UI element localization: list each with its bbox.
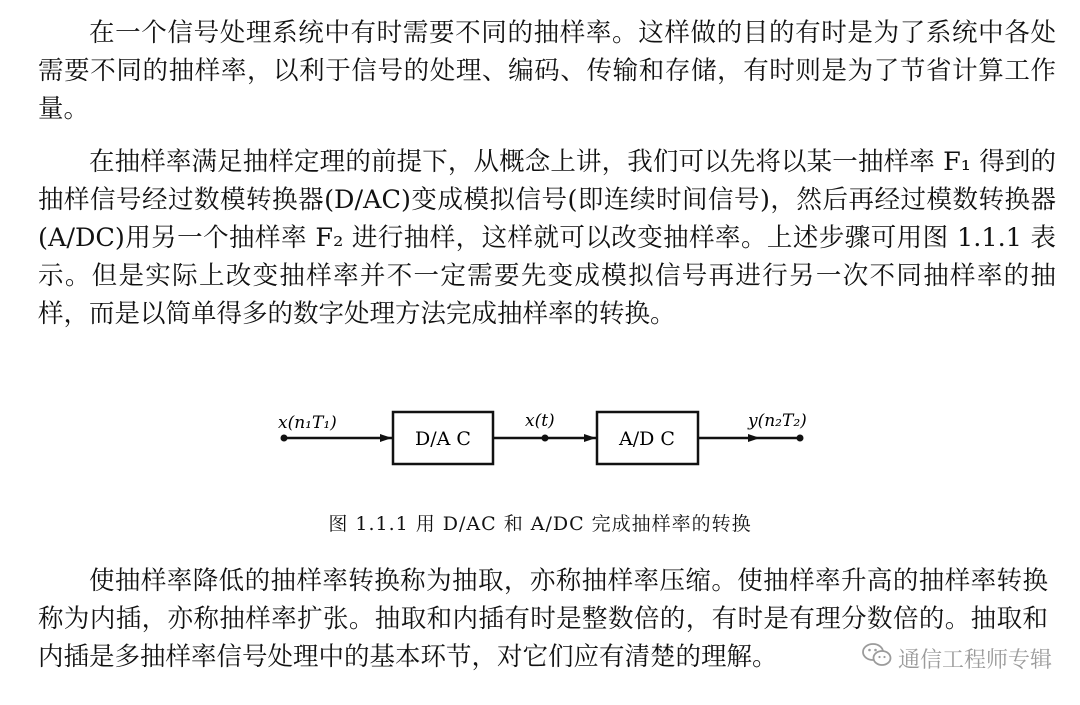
watermark [862, 642, 1052, 674]
figure-caption: 图 1.1.1 用 D/AC 和 A/DC 完成抽样率的转换 [328, 513, 752, 535]
adc-label: A/D C [619, 428, 675, 450]
dac-label: D/A C [415, 428, 471, 450]
block-diagram [0, 380, 1080, 490]
paragraph-decimation: 使抽样率降低的抽样率转换称为抽取，亦称抽样率压缩。使抽样率升高的抽样率转换称为内插，亦称抽样率扩张。抽取和内插有时是整数倍的，有时是有理分数倍的。抽取和内插是多抽样率信号处理中的基本环节，对它们应有清楚的理解。 [38, 566, 1048, 672]
output-node [797, 435, 804, 442]
wechat-icon [862, 642, 892, 674]
input-node [281, 435, 288, 442]
input-signal-label: x(n₁T₁) [278, 413, 337, 433]
middle-node [542, 435, 549, 442]
input-arrow [380, 434, 392, 442]
output-arrow [748, 434, 760, 442]
output-signal-label: y(n₂T₂) [748, 411, 807, 431]
middle-arrow [584, 434, 596, 442]
watermark-text: 通信工程师专辑 [897, 647, 1052, 673]
paragraph-concept: 在抽样率满足抽样定理的前提下，从概念上讲，我们可以先将以某一抽样率 F₁ 得到的抽样信号经过数模转换器(D/AC)变成模拟信号(即连续时间信号)，然后再经过模数转换器(A/DC)用另一个抽样率 F₂ 进行抽样，这样就可以改变抽样率。上述步骤可用图 1.1.1 表示。但是实际上改变抽样率并不一定需要先变成模拟信号再进行另一次不同抽样率的抽样，而是以简单得多的数字处理方法完成抽样率的转换。 [38, 147, 1056, 329]
paragraph-intro: 在一个信号处理系统中有时需要不同的抽样率。这样做的目的有时是为了系统中各处需要不同的抽样率，以利于信号的处理、编码、传输和存储，有时则是为了节省计算工作量。 [38, 18, 1056, 124]
middle-signal-label: x(t) [525, 411, 555, 431]
